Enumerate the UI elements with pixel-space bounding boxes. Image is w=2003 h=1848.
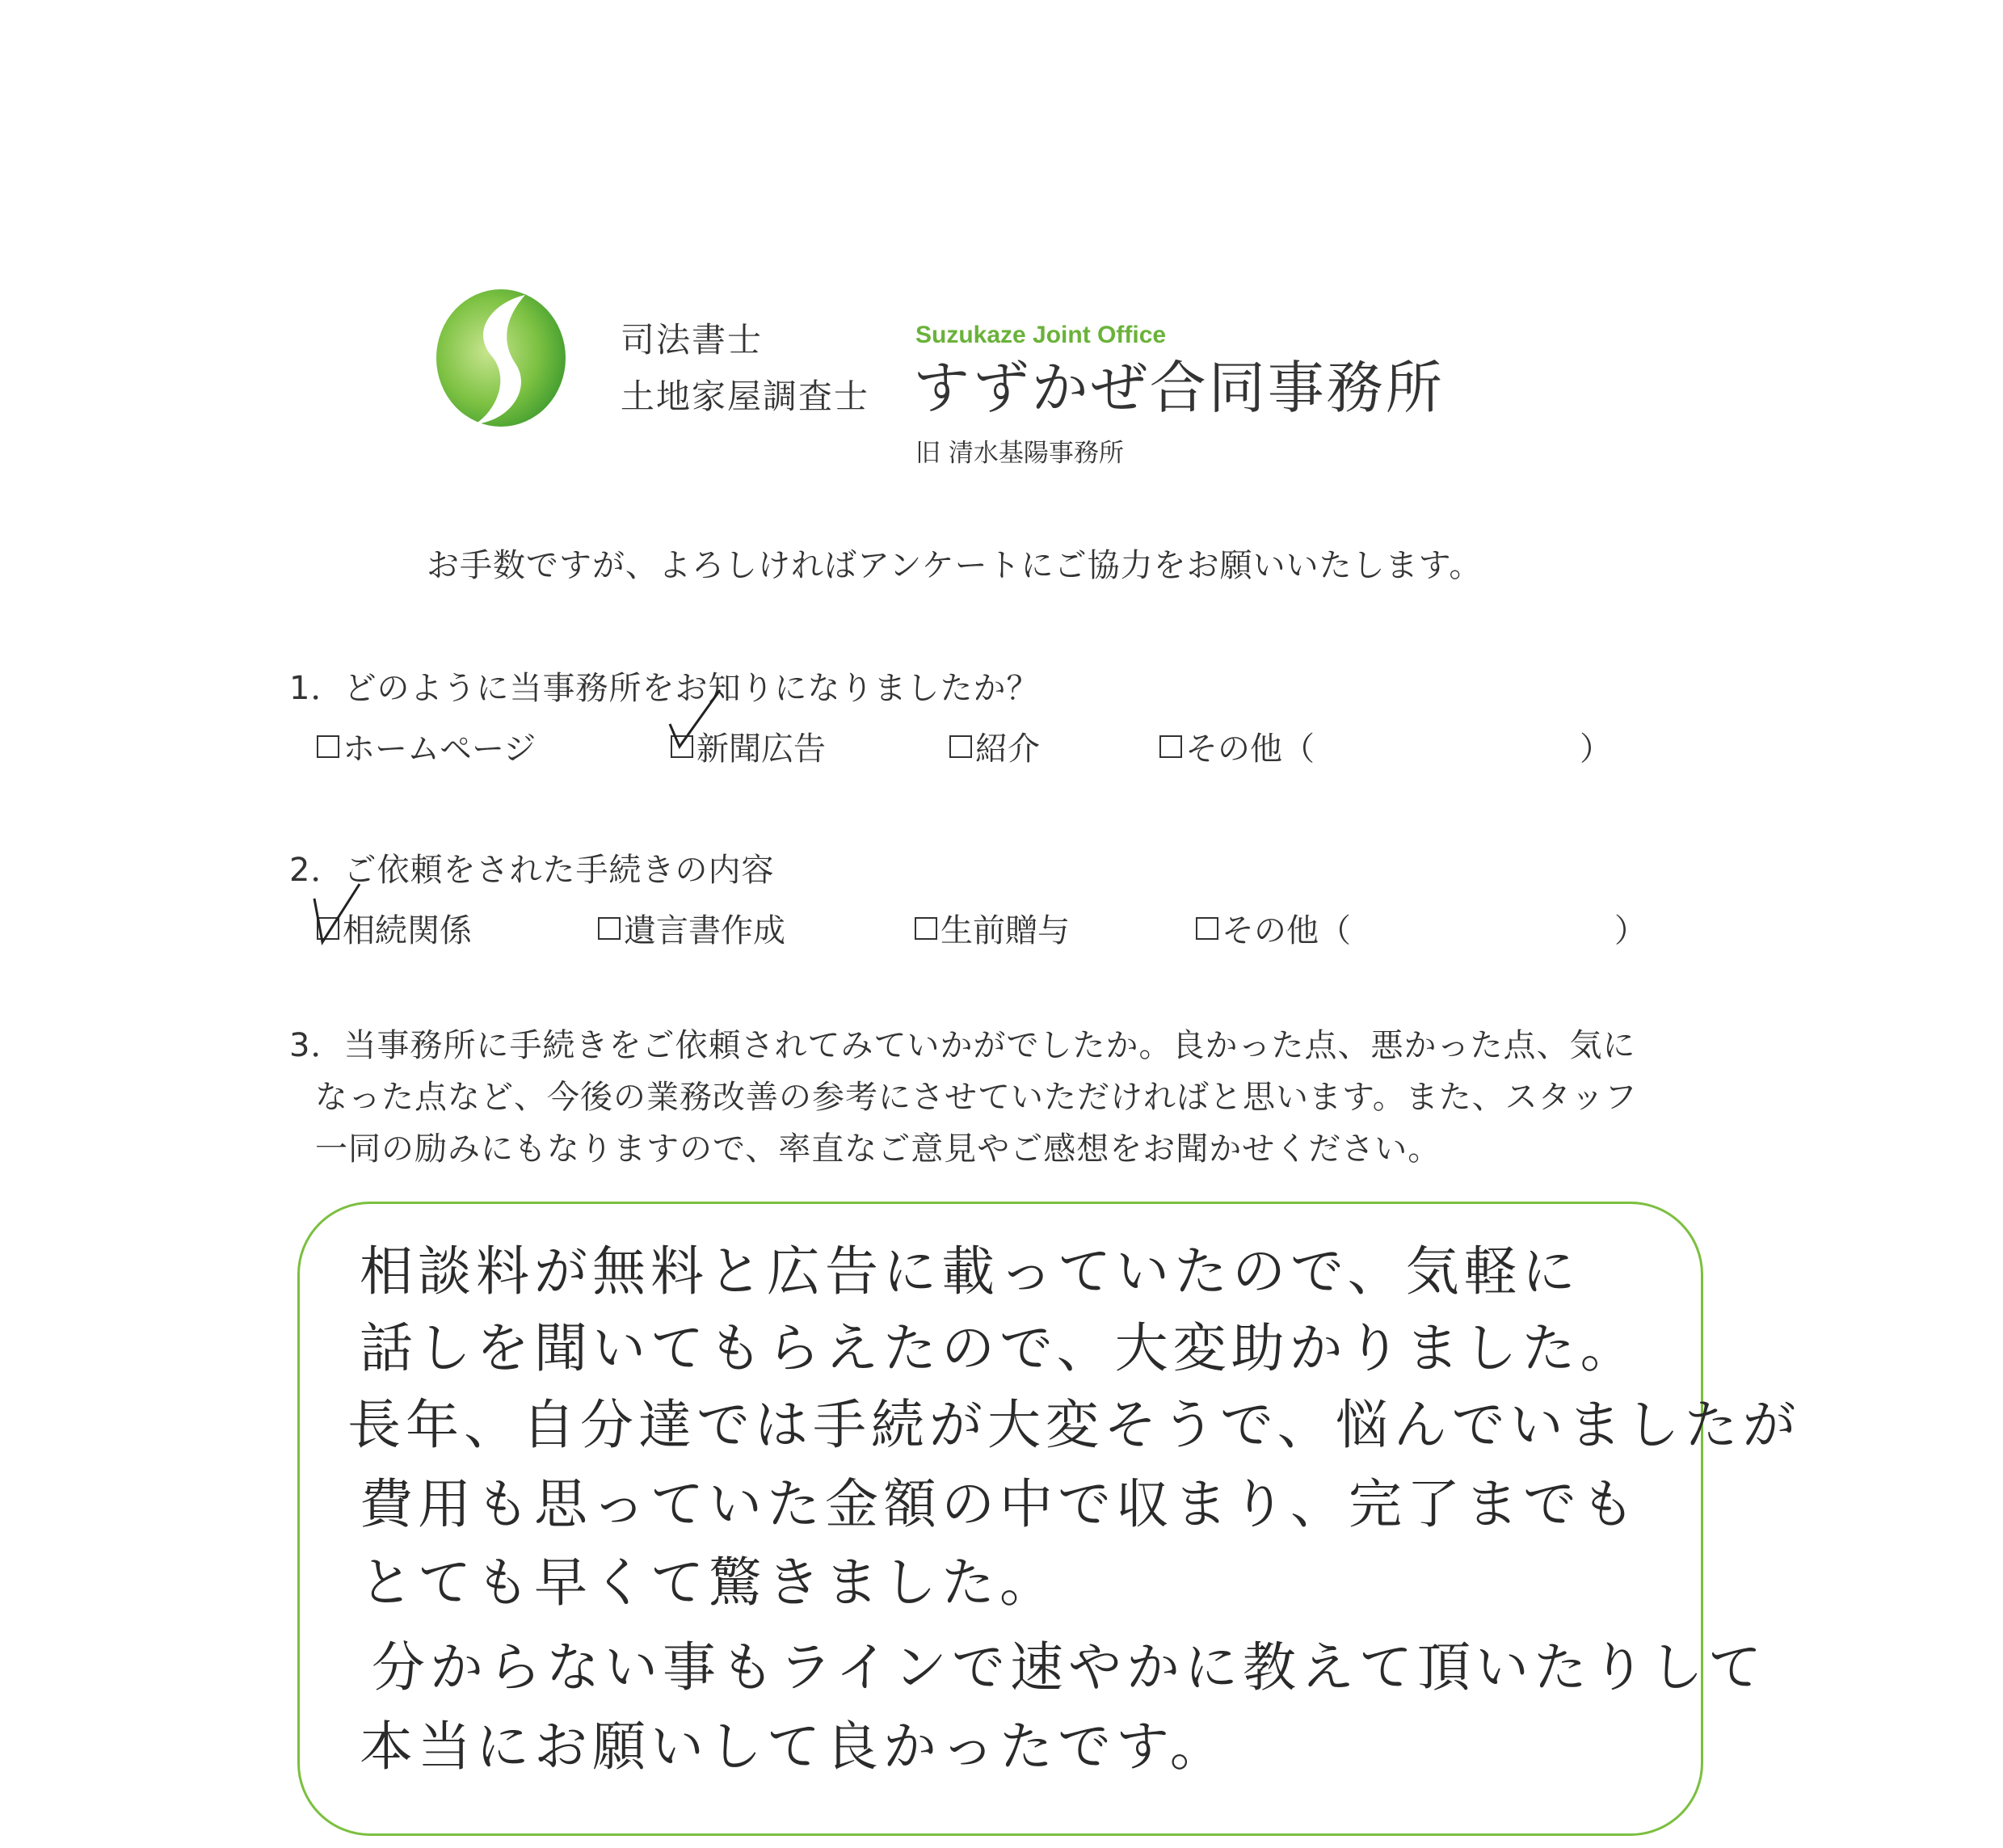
intro-text: お手数ですが、よろしければアンケートにご協力をお願いいたします。 (427, 547, 1483, 584)
brand-name-en: Suzukaze Joint Office (915, 322, 1167, 348)
answer-line-4: 費用も思っていた金額の中で収まり、完了までも (360, 1473, 1639, 1535)
q1-option-homepage[interactable]: ホームページ (317, 723, 536, 769)
check-mark-icon (311, 881, 368, 945)
checkbox[interactable] (598, 917, 621, 940)
q1-option-newspaper[interactable]: 新聞広告 (671, 723, 826, 769)
q2-option-gift[interactable]: 生前贈与 (915, 905, 1070, 951)
answer-line-2: 話しを聞いてもらえたので、大変助かりました。 (360, 1317, 1639, 1379)
question-2-label: 2．ご依頼をされた手続きの内容 (289, 852, 775, 889)
brand-name-jp: すずかぜ合同事務所 (913, 355, 1445, 421)
checkbox[interactable] (949, 735, 972, 758)
q1-other-close: ） (1580, 730, 1613, 768)
answer-line-6: 分からない事もラインで速やかに教えて頂いたりして (372, 1636, 1767, 1699)
checkbox[interactable] (317, 735, 339, 758)
checkbox[interactable] (1159, 735, 1182, 758)
qualification-1: 司法書士 (621, 320, 764, 360)
question-1-label: 1．どのように当事務所をお知りになりましたか？ (289, 670, 1040, 707)
q1-option-other[interactable]: その他（ (1159, 723, 1315, 769)
answer-line-7: 本当にお願いして良かったです。 (360, 1715, 1228, 1778)
question-3-line-3: 一同の励みにもなりますので、率直なご意見やご感想をお聞かせください。 (315, 1130, 1441, 1168)
checkbox[interactable] (1196, 917, 1218, 940)
answer-line-5: とても早くて驚きました。 (360, 1551, 1058, 1614)
question-3-line-1: 3．当事務所に手続きをご依頼されてみていかがでしたか。良かった点、悪かった点、気に (289, 1027, 1636, 1064)
answer-line-1: 相談料が無料と広告に載っていたので、気軽に (360, 1240, 1580, 1303)
check-mark-icon (667, 687, 723, 751)
q2-option-other[interactable]: その他（ (1196, 905, 1351, 951)
question-3-line-2: なった点など、今後の業務改善の参考にさせていただければと思います。また、スタッフ (315, 1079, 1638, 1116)
q1-option-referral[interactable]: 紹介 (949, 723, 1040, 769)
q2-other-close: ） (1614, 912, 1647, 949)
brand-former-name: 旧 清水基陽事務所 (915, 439, 1124, 468)
q2-option-inheritance[interactable]: 相続関係 (317, 905, 472, 951)
question-3-text (289, 1020, 1711, 1175)
checkbox[interactable] (915, 917, 937, 940)
qualification-2: 土地家屋調査士 (621, 377, 870, 416)
answer-line-3: 長年、自分達では手続が大変そうで、悩んでいましたが (347, 1394, 1801, 1456)
q2-option-will[interactable]: 遺言書作成 (598, 905, 785, 951)
logo-icon (435, 287, 568, 428)
